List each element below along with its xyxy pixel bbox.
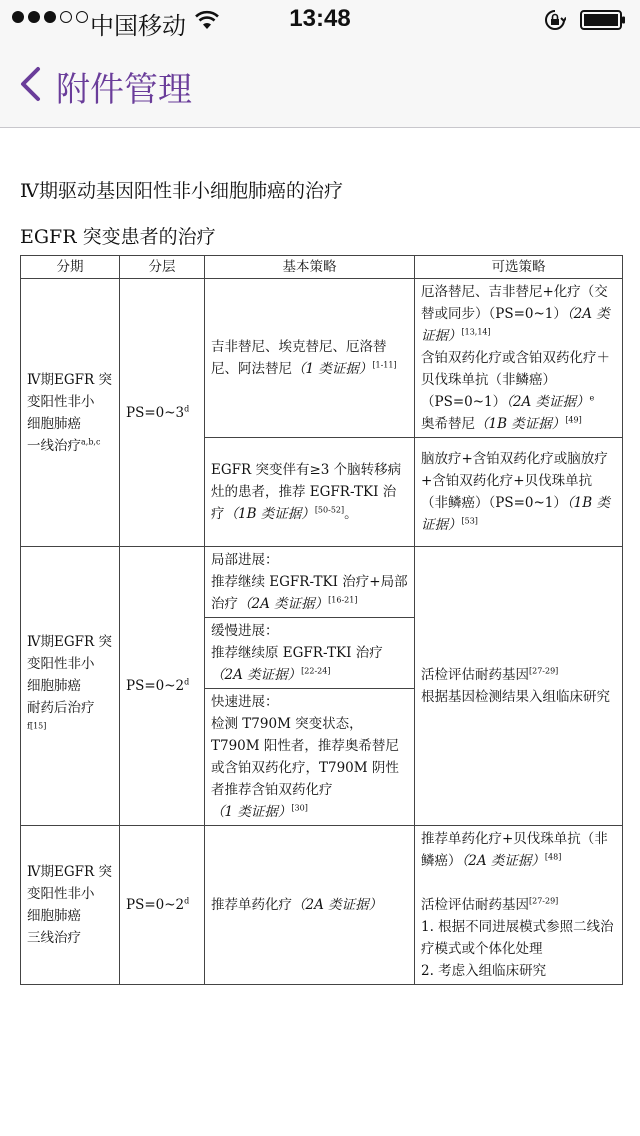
evidence-level: （1B 类证据） [224, 506, 315, 522]
battery-icon [580, 10, 626, 30]
strategy-text: 含铂双药化疗或含铂双药化疗＋贝伐珠单抗（非鳞癌）（PS=0~1） [421, 350, 610, 410]
layer-cell [120, 279, 205, 547]
carrier-name: 中国移动 [90, 13, 186, 40]
basic-strategy-cell [205, 547, 415, 618]
citation: [1-11] [372, 360, 397, 370]
evidence-level: （1B 类证据） [475, 416, 566, 432]
stage-cell [21, 826, 120, 985]
citation: [30] [291, 803, 308, 813]
stage-text: 三线治疗 [27, 930, 81, 946]
citation: [27-29] [529, 896, 559, 906]
citation: [16-21] [328, 595, 358, 605]
footnote-ref: d [184, 404, 190, 413]
section-heading: EGFR 突变患者的治疗 [20, 226, 216, 248]
evidence-level: （2A 类证据） [461, 853, 545, 869]
layer-cell [120, 547, 205, 826]
basic-strategy-cell [205, 279, 415, 438]
citation: [13,14] [461, 327, 491, 337]
strategy-text: 脑放疗+含铂双药化疗或脑放疗+含铂双药化疗+贝伐珠单抗（非鳞癌）（PS=0~1） [421, 451, 608, 511]
basic-strategy-cell [205, 826, 415, 985]
strategy-text: 吉非替尼、埃克替尼、厄洛替尼、阿法替尼 [211, 339, 387, 377]
strategy-text: 2. 考虑入组临床研究 [421, 963, 547, 979]
optional-strategy-cell [415, 547, 623, 826]
strategy-text: 厄洛替尼、吉非替尼+化疗（交替或同步）（PS=0~1） [421, 284, 608, 322]
evidence-level: （2A 类证据） [506, 394, 590, 410]
column-header: 分期 [21, 256, 120, 279]
stage-text: 变阳性非小 [27, 656, 95, 672]
layer-text: PS=0~3 [126, 404, 185, 421]
evidence-level: （2A 类证据） [211, 667, 302, 683]
document-heading: Ⅳ期驱动基因阳性非小细胞肺癌的治疗 [20, 180, 343, 202]
footnote-ref: d [184, 677, 190, 687]
strategy-text: EGFR 突变伴有≥3 个脑转移病灶的患者，推荐 EGFR-TKI 治疗 [211, 462, 402, 522]
table-header-row [21, 256, 623, 279]
column-header: 分层 [120, 256, 205, 279]
strategy-text: 活检评估耐药基因 [421, 897, 529, 913]
layer-cell [120, 826, 205, 985]
stage-text: 细胞肺癌 [27, 678, 81, 694]
status-bar [0, 0, 640, 40]
stage-text: 细胞肺癌 [27, 415, 81, 432]
stage-text: 一线治疗 [27, 437, 81, 454]
strategy-text: 检测 T790M 突变状态，T790M 阳性者，推荐奥希替尼或含铂双药化疗，T790M 阴性者推荐含铂双药化疗 [211, 716, 399, 798]
basic-strategy-cell [205, 438, 415, 547]
page-title: 附件管理 [56, 70, 192, 110]
evidence-level: （2A 类证据） [238, 596, 329, 612]
stage-text: 细胞肺癌 [27, 908, 81, 924]
back-chevron-icon[interactable] [18, 66, 42, 102]
stage-cell [21, 547, 120, 826]
optional-strategy-cell [415, 279, 623, 438]
footnote-ref: d [184, 896, 190, 906]
progression-type: 局部进展： [211, 552, 279, 568]
clock: 13:48 [289, 5, 351, 32]
strategy-text: 推荐单药化疗 [211, 897, 292, 913]
citation: [53] [461, 516, 478, 526]
table-row [21, 826, 623, 985]
column-header: 基本策略 [205, 256, 415, 279]
table-row [21, 547, 623, 618]
stage-text: Ⅳ期EGFR 突 [27, 634, 112, 650]
strategy-text: 推荐继续 EGFR-TKI 治疗+局部治疗 [211, 574, 408, 612]
strategy-text: 推荐单药化疗+贝伐珠单抗（非鳞癌） [421, 831, 608, 869]
strategy-text: 奥希替尼 [421, 416, 475, 432]
strategy-text: 。 [344, 506, 358, 522]
citation: [22-24] [301, 666, 331, 676]
stage-text: Ⅳ期EGFR 突 [27, 864, 112, 880]
citation: [27-29] [529, 666, 559, 676]
strategy-text: 根据基因检测结果入组临床研究 [421, 689, 610, 705]
rotation-lock-icon [544, 9, 566, 31]
evidence-level: （2A 类证据） [421, 306, 610, 344]
optional-strategy-cell [415, 438, 623, 547]
progression-type: 快速进展： [211, 694, 279, 710]
stage-text: 变阳性非小 [27, 886, 95, 902]
column-header: 可选策略 [415, 256, 623, 279]
citation: [50-52] [314, 505, 345, 515]
evidence-level: （1 类证据） [211, 804, 292, 820]
citation: [49] [565, 415, 582, 425]
layer-text: PS=0~2 [126, 897, 185, 913]
stage-cell [21, 279, 120, 547]
strategy-text: 推荐继续原 EGFR-TKI 治疗 [211, 645, 383, 661]
citation: [48] [544, 852, 562, 862]
treatment-table [20, 255, 623, 985]
basic-strategy-cell [205, 618, 415, 689]
footnote-ref: a,b,c [81, 437, 101, 446]
navigation-bar [0, 40, 640, 128]
footnote-ref: f[15] [27, 721, 47, 731]
stage-text: Ⅳ期EGFR 突 [27, 371, 112, 388]
evidence-level: （2A 类证据） [292, 897, 383, 913]
evidence-level: （1 类证据） [292, 361, 373, 377]
optional-strategy-cell [415, 826, 623, 985]
layer-text: PS=0~2 [126, 678, 185, 694]
progression-type: 缓慢进展： [211, 623, 279, 639]
stage-text: 变阳性非小 [27, 393, 95, 410]
citation: e [589, 393, 595, 403]
strategy-text: 1. 根据不同进展模式参照二线治疗模式或个体化处理 [421, 919, 614, 957]
table-row [21, 279, 623, 438]
evidence-level: （1B 类证据） [421, 495, 610, 533]
strategy-text: 活检评估耐药基因 [421, 667, 529, 683]
basic-strategy-cell [205, 689, 415, 826]
stage-text: 耐药后治疗 [27, 700, 95, 716]
